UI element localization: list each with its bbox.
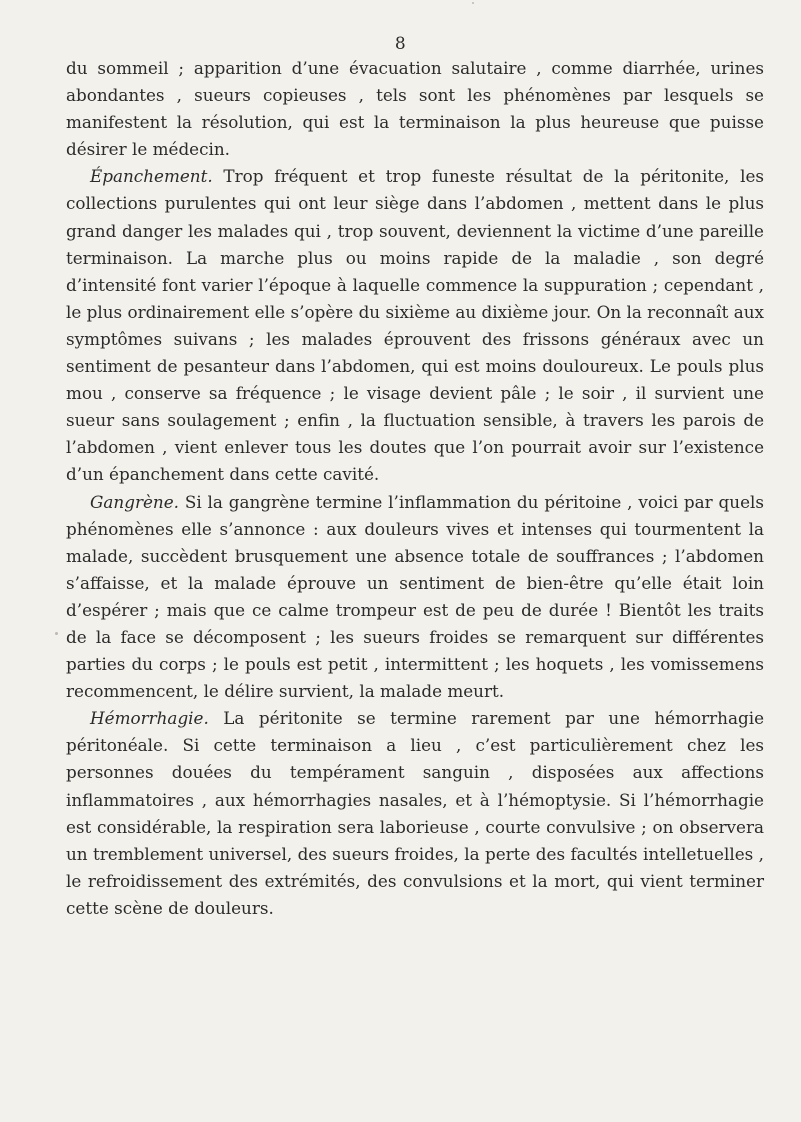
paragraph-text: Trop fréquent et trop funeste résultat de la péritonite, les collections purulentes qui ont leur siège dans l’abdomen , mettent dans le plus grand danger les malades qui , trop souvent, deviennent la victime d’une pareille terminaison. La marche plus ou moins rapide de la maladie , son degré d’intensité font varier l’époque à laquelle commence la suppuration ; cependant , le plus ordinairement elle s’opère du sixième au dixième jour. On la reconnaît aux symptômes suivans ; les malades éprouvent des frissons généraux avec un sentiment de pesanteur dans l’abdomen, qui est moins douloureux. Le pouls plus mou , conserve sa fréquence ; le visage devient pâle ; le soir , il survient une sueur sans soulagement ; enfin , la fluctuation sensible, à travers les parois de l’abdomen , vient enlever tous les doutes que l’on pourrait avoir sur l’existence d’un épanchement dans cette cavité.	[66, 166, 764, 485]
paragraph-heading: Épanchement.	[90, 166, 213, 187]
paragraph-text: Si la gangrène termine l’inflammation du péritoine , voici par quels phénomènes elle s’annonce : aux douleurs vives et intenses qui tourmentent la malade, succèdent brusquement une absence totale de souffrances ; l’abdomen s’affaisse, et la malade éprouve un sentiment de bien-être qu’elle était loin d’espérer ; mais que ce calme trompeur est de peu de durée ! Bientôt les traits de la face se décomposent ; les sueurs froides se remarquent sur différentes parties du corps ; le pouls est petit , intermittent ; les hoquets , les vomissemens recommencent, le délire survient, la malade meurt.	[66, 491, 764, 702]
paragraph-heading: Gangrène.	[90, 491, 179, 512]
paragraph-text: du sommeil ; apparition d’une évacuation salutaire , comme diarrhée, urines abondantes , sueurs copieuses , tels sont les phénomènes par lesquels se manifestent la résolution, qui est la terminaison la plus heureuse que puisse désirer le médecin.	[66, 58, 764, 160]
paragraph-resolution	[66, 55, 764, 163]
paragraph-heading: Hémorrhagie.	[90, 708, 209, 729]
page-number: 8	[394, 34, 407, 54]
paragraph-text: La péritonite se termine rarement par une hémorrhagie péritonéale. Si cette terminaison a lieu , c’est particulièrement chez les personnes douées du tempérament sanguin , disposées aux affections inflammatoires , aux hémorrhagies nasales, et à l’hémoptysie. Si l’hémorrhagie est considérable, la respiration sera laborieuse , courte convulsive ; on observera un tremblement universel, des sueurs froides, la perte des facultés intelletuelles , le refroidissement des extrémités, des convulsions et la mort, qui vient terminer cette scène de douleurs.	[66, 708, 764, 918]
paper-speck	[472, 2, 474, 4]
paragraph-hemorrhagie	[66, 705, 764, 922]
paragraph-epanchement	[66, 163, 764, 488]
paragraph-gangrene	[66, 489, 764, 706]
paper-speck	[55, 632, 58, 635]
body-text	[66, 55, 764, 922]
